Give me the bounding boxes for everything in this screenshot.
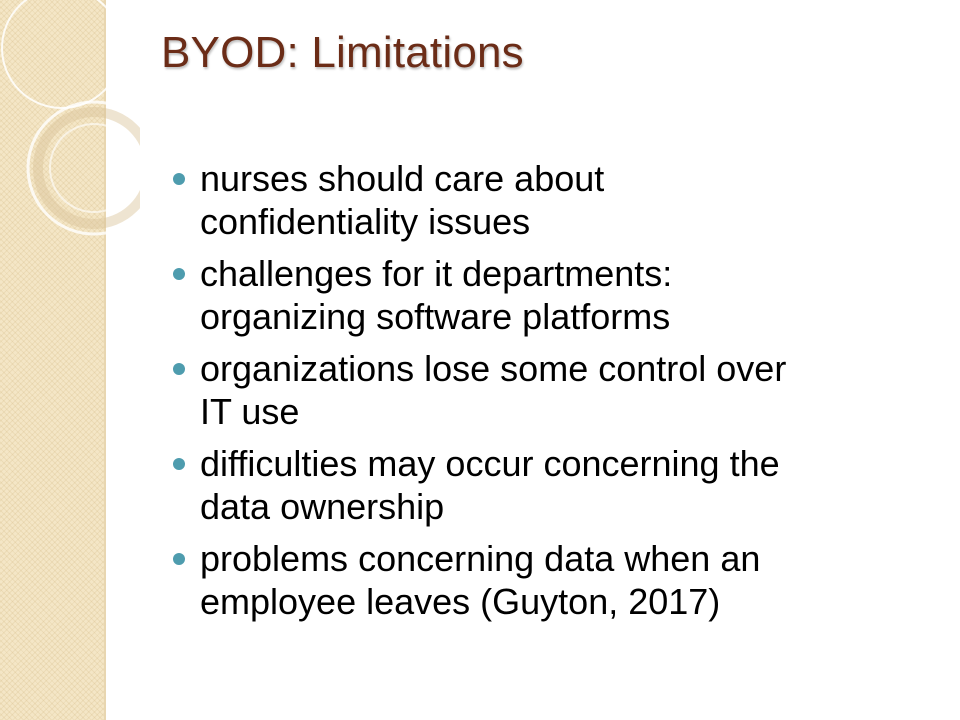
bullet-line: challenges for it departments: bbox=[200, 253, 673, 294]
bullet-line: data ownership bbox=[200, 486, 445, 527]
bullet-line: organizations lose some control over bbox=[200, 348, 787, 389]
bullet-dot-icon bbox=[173, 268, 185, 280]
bullet-line: problems concerning data when an bbox=[200, 538, 761, 579]
bullet-list bbox=[170, 157, 910, 632]
bullet-line: confidentiality issues bbox=[200, 201, 531, 242]
bullet-line: IT use bbox=[200, 391, 300, 432]
bullet-line: difficulties may occur concerning the bbox=[200, 443, 780, 484]
bullet-line: organizing software platforms bbox=[200, 296, 671, 337]
bullet-line: nurses should care about bbox=[200, 158, 605, 199]
bullet-item bbox=[170, 347, 910, 433]
bullet-item bbox=[170, 442, 910, 528]
bullet-dot-icon bbox=[173, 458, 185, 470]
bullet-item bbox=[170, 252, 910, 338]
bullet-dot-icon bbox=[173, 363, 185, 375]
slide-title: BYOD: Limitations bbox=[161, 28, 524, 77]
bullet-item bbox=[170, 537, 910, 623]
bullet-line: employee leaves (Guyton, 2017) bbox=[200, 581, 721, 622]
ring-decoration-icon bbox=[0, 0, 140, 260]
bullet-dot-icon bbox=[173, 553, 185, 565]
bullet-dot-icon bbox=[173, 173, 185, 185]
bullet-item bbox=[170, 157, 910, 243]
